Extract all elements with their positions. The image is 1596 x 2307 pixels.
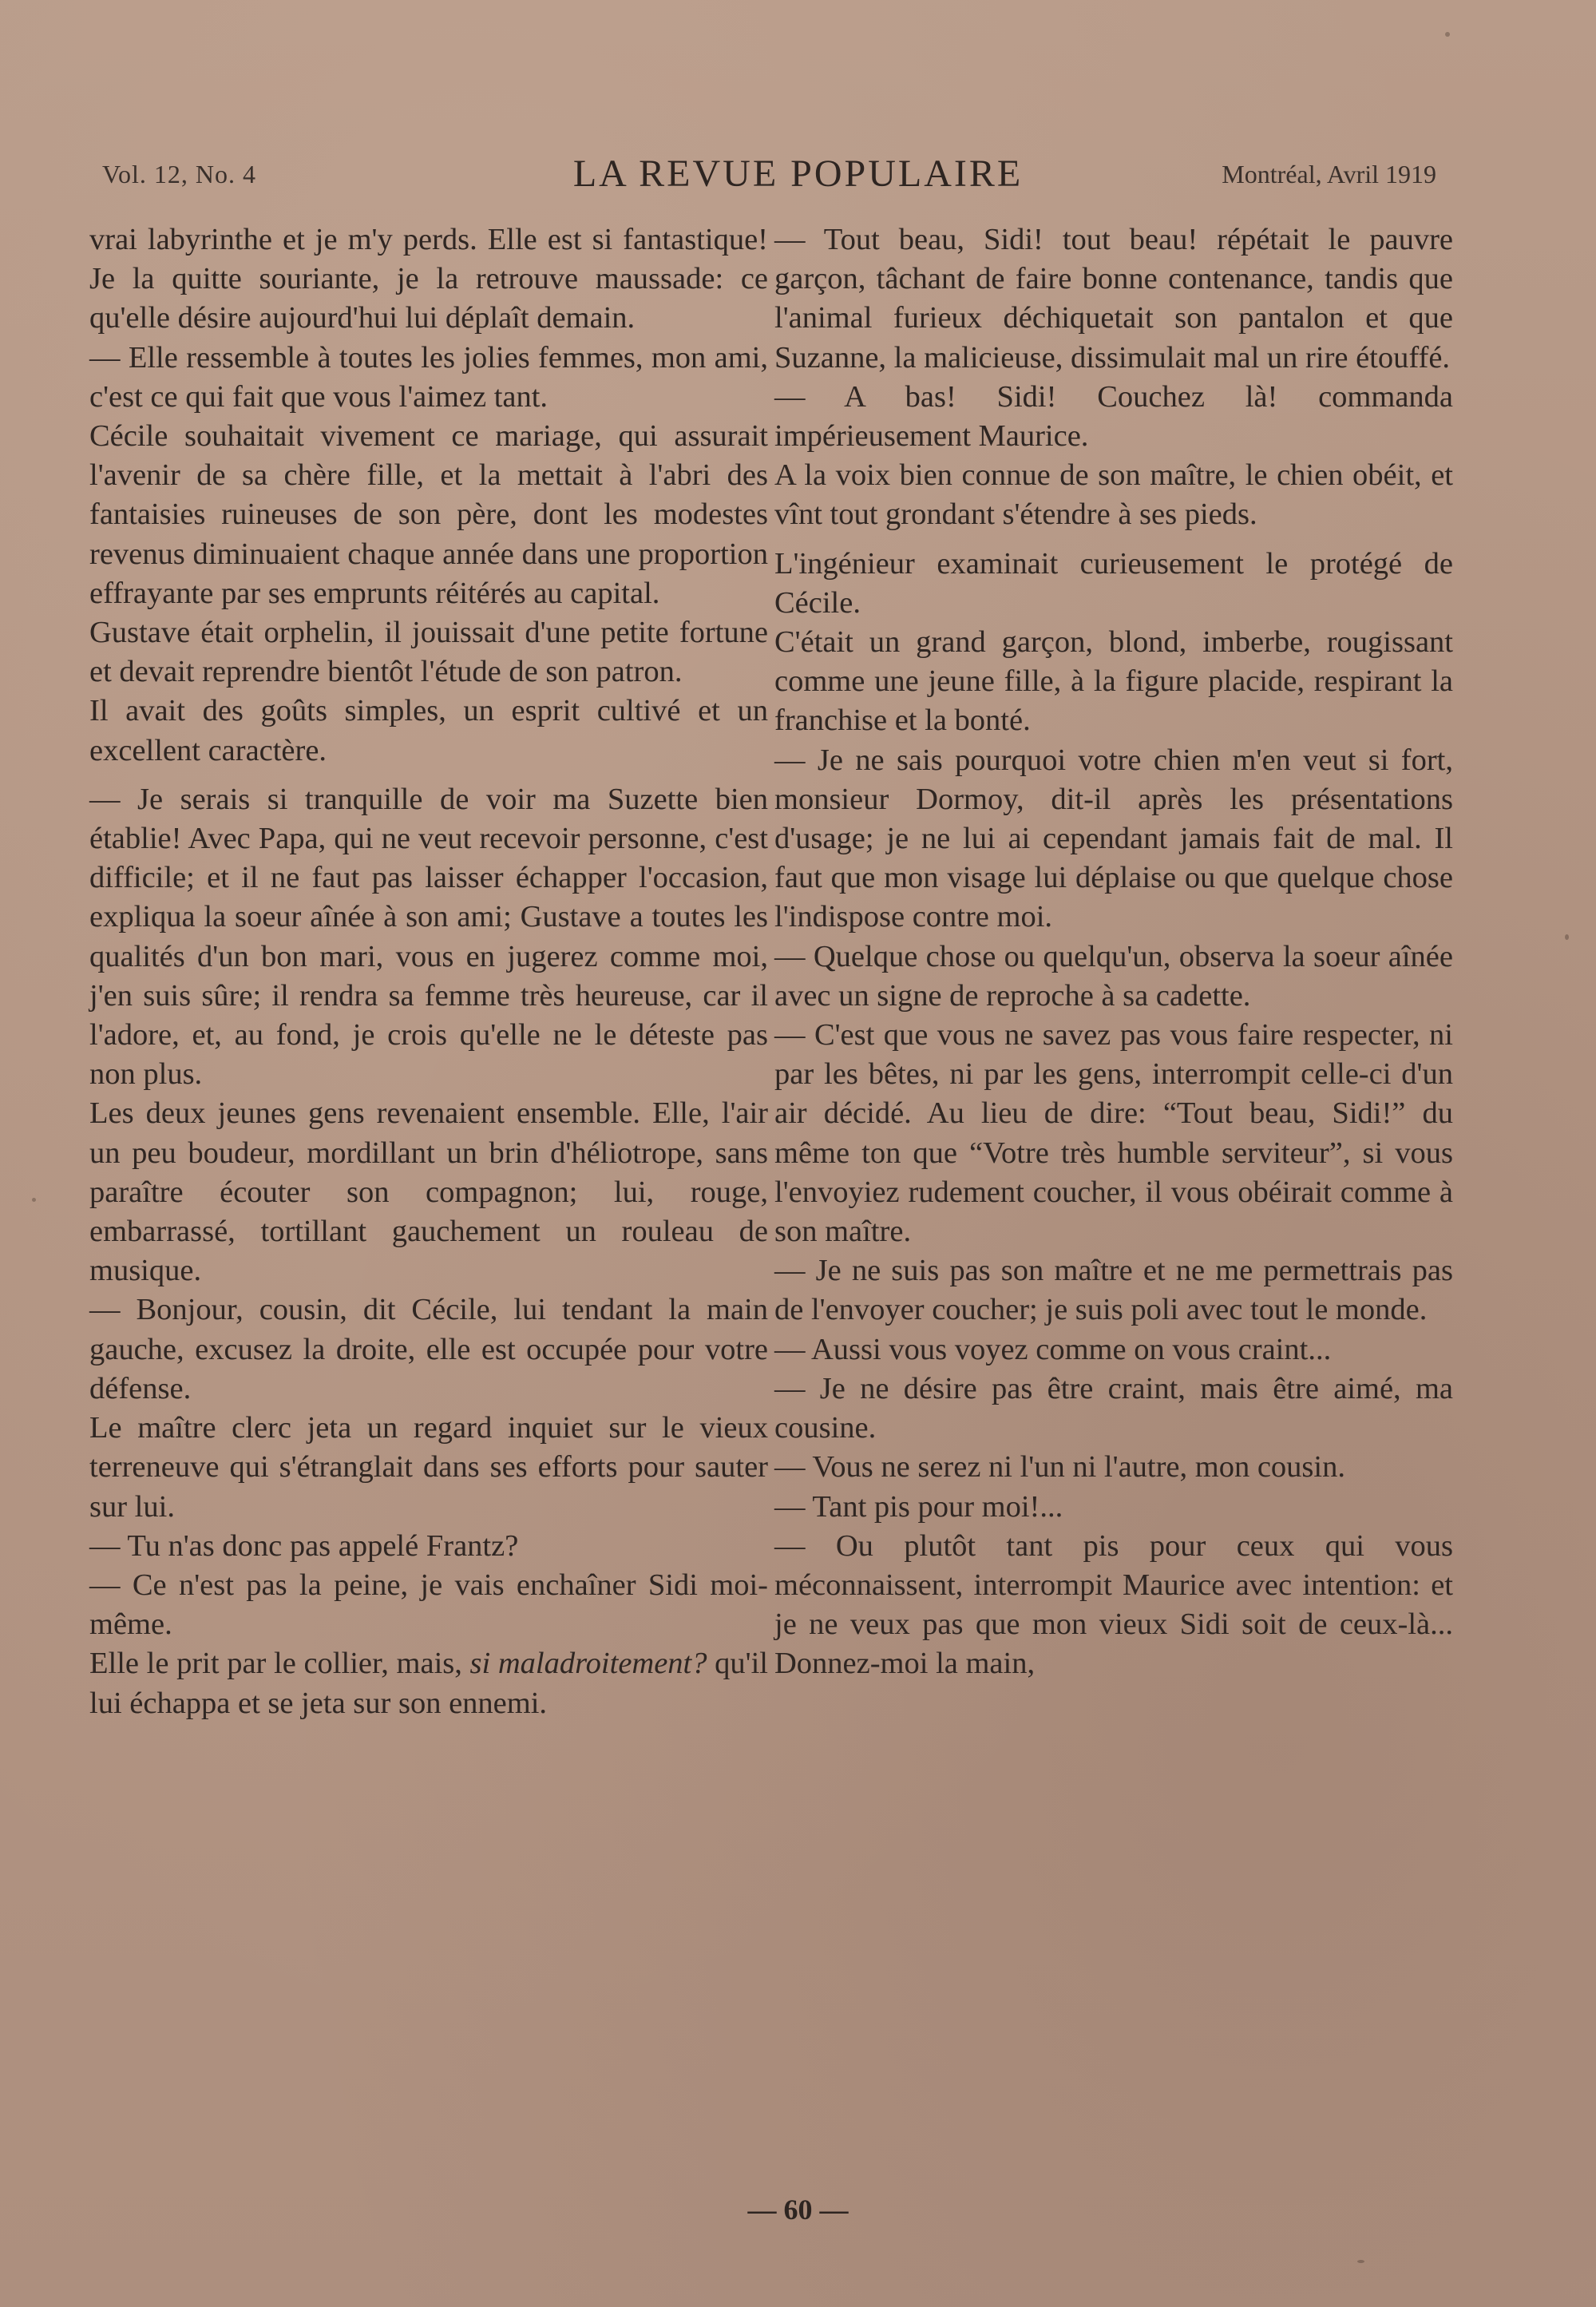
- paragraph: — Bonjour, cousin, dit Cécile, lui tendant la main gauche, excusez la droite, elle est occupée pour votre défense.: [89, 1293, 768, 1405]
- issue-date: Montréal, Avril 1919: [1222, 160, 1436, 188]
- paper-speck: [32, 1198, 36, 1202]
- left-text-column: [89, 220, 768, 1723]
- paragraph: — Elle ressemble à toutes les jolies femmes, mon ami, c'est ce qui fait que vous l'aimez tant.: [89, 340, 768, 414]
- paragraph: — A bas! Sidi! Couchez là! commanda impérieusement Maurice.: [774, 379, 1453, 454]
- volume-number: Vol. 12, No. 4: [102, 160, 256, 188]
- paper-speck: [1357, 2260, 1364, 2263]
- paragraph: — C'est que vous ne savez pas vous faire respecter, ni par les bêtes, ni par les gens, interrompit celle-ci d'un air décidé. Au lieu de dire: “Tout beau, Sidi!” du même ton que “Votre très humble serviteur”, si vous l'envoyiez rudement coucher, il vous obéirait comme à son maître.: [774, 1018, 1453, 1249]
- paragraph: L'ingénieur examinait curieusement le protégé de Cécile.: [774, 546, 1453, 620]
- paragraph: — Ou plutôt tant pis pour ceux qui vous méconnaissent, interrompit Maurice avec intention: et je ne veux pas que mon vieux Sidi soit de ceux-là... Donnez-moi la main,: [774, 1528, 1453, 1681]
- italic-phrase: si maladroitement?: [469, 1647, 707, 1681]
- paragraph: A la voix bien connue de son maître, le chien obéit, et vînt tout grondant s'étendre à ses pieds.: [774, 458, 1453, 532]
- paragraph: vrai labyrinthe et je m'y perds. Elle est si fantastique! Je la quitte souriante, je la retrouve maussade: ce qu'elle désire aujourd'hui lui déplaît demain.: [89, 223, 768, 335]
- paper-speck: [1565, 934, 1569, 940]
- paragraph: — Tu n'as donc pas appelé Frantz?: [89, 1528, 519, 1563]
- magazine-title: LA REVUE POPULAIRE: [572, 153, 1024, 195]
- paragraph: — Ce n'est pas la peine, je vais enchaîner Sidi moi-même.: [89, 1568, 768, 1642]
- paragraph: Il avait des goûts simples, un esprit cultivé et un excellent caractère.: [89, 694, 768, 767]
- paragraph: — Aussi vous voyez comme on vous craint...: [774, 1332, 1332, 1366]
- paragraph-with-italic: Elle le prit par le collier, mais, si maladroitement? qu'il lui échappa et se jeta sur son ennemi.: [89, 1647, 768, 1720]
- paragraph: — Je ne suis pas son maître et ne me permettrais pas de l'envoyer coucher; je suis poli avec tout le monde.: [774, 1254, 1453, 1327]
- paragraph: Les deux jeunes gens revenaient ensemble. Elle, l'air un peu boudeur, mordillant un brin d'héliotrope, sans paraître écouter son compagnon; lui, rouge, embarrassé, tortillant gauchement un rouleau de musique.: [89, 1096, 768, 1288]
- paragraph: — Tant pis pour moi!...: [774, 1489, 1063, 1524]
- paragraph: — Quelque chose ou quelqu'un, observa la soeur aînée avec un signe de reproche à sa cadette.: [774, 939, 1453, 1013]
- page-number: — 60 —: [747, 2194, 849, 2226]
- paragraph: — Vous ne serez ni l'un ni l'autre, mon cousin.: [774, 1450, 1345, 1484]
- paragraph: — Je ne sais pourquoi votre chien m'en veut si fort, monsieur Dormoy, dit-il après les présentations d'usage; je ne lui ai cependant jamais fait de mal. Il faut que mon visage lui déplaise ou que quelque chose l'indispose contre moi.: [774, 743, 1453, 934]
- paragraph: — Tout beau, Sidi! tout beau! répétait le pauvre garçon, tâchant de faire bonne contenance, tandis que l'animal furieux déchiquetait son pantalon et que Suzanne, la malicieuse, dissimulait mal un rire étouffé.: [774, 223, 1453, 375]
- paragraph: Le maître clerc jeta un regard inquiet sur le vieux terreneuve qui s'étranglait dans ses efforts pour sauter sur lui.: [89, 1411, 768, 1524]
- paragraph: Cécile souhaitait vivement ce mariage, qui assurait l'avenir de sa chère fille, et la mettait à l'abri des fantaisies ruineuses de son père, dont les modestes revenus diminuaient chaque année dans une proportion effrayante par ses emprunts réitérés au capital.: [89, 419, 768, 610]
- right-text-column: [774, 220, 1453, 1684]
- paragraph: Gustave était orphelin, il jouissait d'une petite fortune et devait reprendre bientôt l'étude de son patron.: [89, 616, 768, 689]
- paragraph: C'était un grand garçon, blond, imberbe, rougissant comme une jeune fille, à la figure placide, respirant la franchise et la bonté.: [774, 625, 1453, 738]
- page-header: [0, 152, 1596, 200]
- paper-speck: [1445, 32, 1450, 37]
- paragraph: — Je ne désire pas être craint, mais être aimé, ma cousine.: [774, 1371, 1453, 1445]
- paragraph: — Je serais si tranquille de voir ma Suzette bien établie! Avec Papa, qui ne veut recevoir personne, c'est difficile; et il ne faut pas laisser échapper l'occasion, expliqua la soeur aînée à son ami; Gustave a toutes les qualités d'un bon mari, vous en jugerez comme moi, j'en suis sûre; il rendra sa femme très heureuse, car il l'adore, et, au fond, je crois qu'elle ne le déteste pas non plus.: [89, 782, 768, 1092]
